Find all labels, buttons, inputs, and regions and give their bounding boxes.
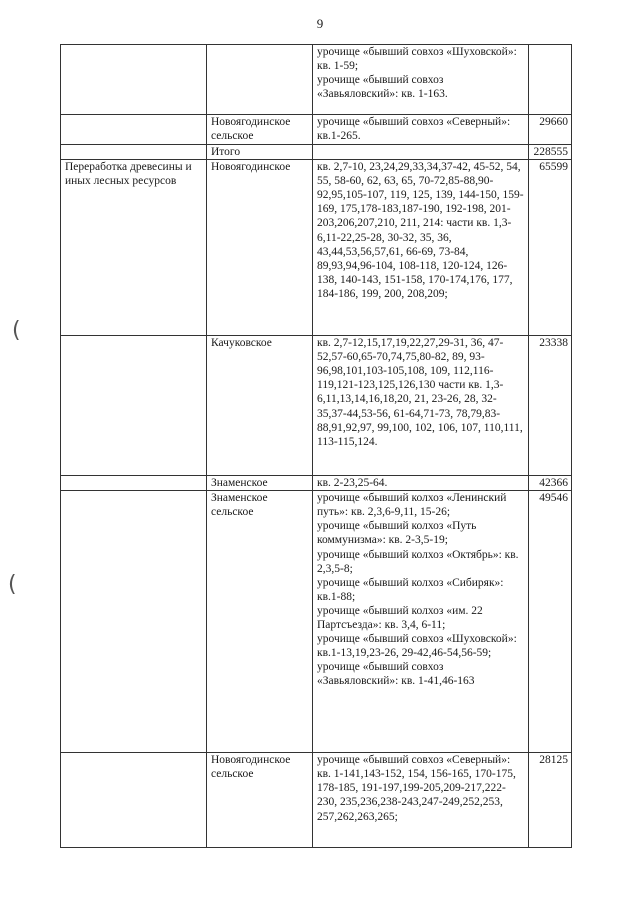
- forestry-cell: Новоягодинское: [207, 160, 313, 336]
- table-row: [61, 115, 572, 145]
- locations-cell: [313, 145, 529, 160]
- activity-cell: [61, 336, 207, 476]
- area-cell: 65599: [529, 160, 572, 336]
- locations-cell: [313, 115, 529, 145]
- forestry-cell: Знаменское: [207, 476, 313, 491]
- locations-cell: [313, 491, 529, 753]
- table-row: [61, 45, 572, 115]
- area-cell: 228555: [529, 145, 572, 160]
- activity-cell: [61, 115, 207, 145]
- activity-cell: [61, 491, 207, 753]
- activity-cell: [61, 45, 207, 115]
- hole-punch-mark-upper: (: [12, 318, 21, 343]
- location-entry: урочище «бывший совхоз «Северный»: кв. 1-141,143-152, 154, 156-165, 170-175, 178-185, 191-197,199-205,209-217,222-230, 235,236,238-243,247-249,252,253, 257,262,263,265;: [317, 754, 516, 823]
- location-entry: урочище «бывший колхоз «Ленинский путь»: кв. 2,3,6-9,11, 15-26;: [317, 492, 507, 519]
- table-row: [61, 753, 572, 848]
- forestry-cell: Новоягодинское сельское: [207, 753, 313, 848]
- forestry-cell: Новоягодинское сельское: [207, 115, 313, 145]
- activity-cell: [61, 145, 207, 160]
- forestry-table: [60, 44, 572, 848]
- locations-cell: [313, 476, 529, 491]
- area-cell: 23338: [529, 336, 572, 476]
- area-cell: [529, 45, 572, 115]
- locations-cell: [313, 45, 529, 115]
- location-entry: урочище «бывший колхоз «Сибиряк»: кв.1-88;: [317, 576, 504, 603]
- activity-cell: Переработка древесины и иных лесных ресурсов: [61, 160, 207, 336]
- table-row: [61, 160, 572, 336]
- location-entry: урочище «бывший совхоз «Шуховской»: кв. 1-59;: [317, 46, 517, 73]
- locations-cell: [313, 753, 529, 848]
- location-entry: урочище «бывший совхоз «Шуховской»: кв.1-13,19,23-26, 29-42,46-54,56-59;: [317, 633, 517, 660]
- table-row: [61, 491, 572, 753]
- forestry-cell: Качуковское: [207, 336, 313, 476]
- locations-cell: [313, 336, 529, 476]
- area-cell: 49546: [529, 491, 572, 753]
- location-entry: урочище «бывший колхоз «Октябрь»: кв. 2,3,5-8;: [317, 548, 519, 575]
- forestry-cell: [207, 45, 313, 115]
- hole-punch-mark-lower: (: [8, 572, 17, 597]
- location-entry: урочище «бывший колхоз «Путь коммунизма»: кв. 2-3,5-19;: [317, 520, 477, 547]
- location-entry: урочище «бывший колхоз «им. 22 Партсъезда»: кв. 3,4, 6-11;: [317, 604, 483, 632]
- location-entry: урочище «бывший совхоз «Северный»: кв.1-265.: [317, 116, 511, 143]
- activity-cell: [61, 753, 207, 848]
- area-cell: 42366: [529, 476, 572, 491]
- page-number: 9: [316, 16, 324, 31]
- table-row: [61, 336, 572, 476]
- location-entry: урочище «бывший совхоз «Завьяловский»: кв. 1-163.: [317, 74, 448, 101]
- location-entry: кв. 2,7-12,15,17,19,22,27,29-31, 36, 47-52,57-60,65-70,74,75,80-82, 89, 93-96,98,101,103-105,108, 109, 112,116-119,121-123,125,126,130 части кв. 1,3-6,11,13,14,16,18,20, 21, 23-26, 28, 32-35,37-44,53-56, 61-64,71-73, 78,79,83-88,91,92,97, 99,100, 102, 106, 107, 110,111, 113-115,124.: [317, 337, 523, 448]
- location-entry: урочище «бывший совхоз «Завьяловский»: кв. 1-41,46-163: [317, 661, 475, 688]
- location-entry: кв. 2,7-10, 23,24,29,33,34,37-42, 45-52, 54, 55, 58-60, 62, 63, 65, 70-72,85-88,90-92,95,105-107, 119, 125, 139, 144-150, 159-169, 175,178-183,187-190, 192-198, 201-203,206,207,210, 211, 214: части кв. 1,3-6,11-22,25-28, 30-32, 35, 36, 43,44,53,56,57,61, 66-69, 73-84, 89,93,94,96-104, 108-118, 120-124, 126-138, 140-143, 151-158, 170-174,176, 177, 184-186, 199, 200, 208,209;: [317, 161, 524, 300]
- forestry-cell: Итого: [207, 145, 313, 160]
- location-entry: кв. 2-23,25-64.: [317, 477, 388, 490]
- forestry-cell: Знаменское сельское: [207, 491, 313, 753]
- area-cell: 29660: [529, 115, 572, 145]
- table-row: [61, 145, 572, 160]
- locations-cell: [313, 160, 529, 336]
- table-row: [61, 476, 572, 491]
- activity-cell: [61, 476, 207, 491]
- area-cell: 28125: [529, 753, 572, 848]
